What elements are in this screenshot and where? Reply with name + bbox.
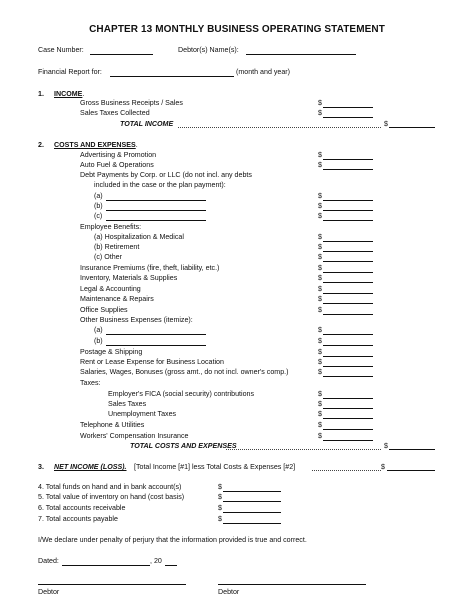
currency-sign: $ (318, 109, 322, 117)
dated-label: Dated: (38, 557, 59, 565)
expense-item: Telephone & Utilities (80, 421, 145, 429)
financial-report-field[interactable] (110, 76, 234, 77)
currency-sign: $ (318, 432, 322, 440)
section-1-number: 1. (38, 90, 44, 98)
amount-field[interactable] (323, 314, 373, 315)
expense-item: Advertising & Promotion (80, 151, 157, 159)
currency-sign: $ (318, 368, 322, 376)
amount-field[interactable] (323, 303, 373, 304)
expense-item: Debt Payments by Corp. or LLC (do not incl. any debts (80, 171, 252, 179)
expense-item: (a) (94, 192, 103, 200)
currency-sign: $ (318, 161, 322, 169)
amount-field[interactable] (323, 356, 373, 357)
amount-field[interactable] (323, 398, 373, 399)
expense-item: Insurance Premiums (fire, theft, liability, etc.) (80, 264, 220, 272)
date-field[interactable] (62, 565, 150, 566)
amount-field[interactable] (323, 210, 373, 211)
year-field[interactable] (165, 565, 177, 566)
other-expense-b-field[interactable] (106, 345, 206, 346)
debtors-name-label: Debtor(s) Name(s): (178, 46, 239, 54)
currency-sign: $ (318, 99, 322, 107)
amount-field[interactable] (223, 523, 281, 524)
currency-sign: $ (318, 306, 322, 314)
net-income-leader (312, 470, 381, 471)
expense-item: Maintenance & Repairs (80, 295, 154, 303)
amount-field[interactable] (323, 107, 373, 108)
section-3-number: 3. (38, 463, 44, 471)
currency-sign: $ (318, 202, 322, 210)
year-prefix: , 20 (150, 557, 162, 565)
expense-item: Sales Taxes (108, 400, 147, 408)
page-title: CHAPTER 13 MONTHLY BUSINESS OPERATING STATEMENT (89, 24, 385, 35)
expense-item: (b) (94, 337, 103, 345)
total-expenses-label: TOTAL COSTS AND EXPENSES (130, 442, 237, 450)
expense-item: Postage & Shipping (80, 348, 143, 356)
currency-sign: $ (384, 442, 388, 450)
currency-sign: $ (318, 192, 322, 200)
other-item: 5. Total value of inventory on hand (cost basis) (38, 493, 185, 501)
currency-sign: $ (318, 212, 322, 220)
debt-payment-b-field[interactable] (106, 210, 206, 211)
other-item: 6. Total accounts receivable (38, 504, 126, 512)
amount-field[interactable] (323, 366, 373, 367)
other-item: 7. Total accounts payable (38, 515, 118, 523)
currency-sign: $ (318, 274, 322, 282)
currency-sign: $ (318, 243, 322, 251)
expense-item: Office Supplies (80, 306, 128, 314)
amount-field[interactable] (323, 117, 373, 118)
net-income-formula: [Total Income [#1] less Total Costs & Expenses [#2] (134, 463, 296, 471)
currency-sign: $ (218, 493, 222, 501)
amount-field[interactable] (323, 159, 373, 160)
expense-item: Rent or Lease Expense for Business Location (80, 358, 224, 366)
debt-payment-c-field[interactable] (106, 220, 206, 221)
amount-field[interactable] (323, 251, 373, 252)
amount-field[interactable] (323, 220, 373, 221)
currency-sign: $ (318, 253, 322, 261)
debtor-signature-line-1[interactable] (38, 584, 186, 585)
currency-sign: $ (318, 421, 322, 429)
amount-field[interactable] (323, 418, 373, 419)
case-number-label: Case Number: (38, 46, 84, 54)
other-item: 4. Total funds on hand and in bank account(s) (38, 483, 182, 491)
section-2-number: 2. (38, 141, 44, 149)
expense-item: (a) Hospitalization & Medical (94, 233, 184, 241)
currency-sign: $ (381, 463, 385, 471)
signature-label-2: Debtor (218, 588, 240, 596)
amount-field[interactable] (323, 272, 373, 273)
expense-item: Other Business Expenses (itemize): (80, 316, 193, 324)
amount-field[interactable] (223, 491, 281, 492)
financial-report-label: Financial Report for: (38, 68, 102, 76)
amount-field[interactable] (323, 261, 373, 262)
total-income-label: TOTAL INCOME (120, 120, 174, 128)
expense-item: included in the case or the plan payment): (94, 181, 226, 189)
declaration-text: I/We declare under penalty of perjury that the information provided is true and correct. (38, 536, 307, 544)
amount-field[interactable] (323, 241, 373, 242)
net-income-heading: NET INCOME (LOSS). (54, 463, 127, 471)
currency-sign: $ (318, 326, 322, 334)
currency-sign: $ (318, 358, 322, 366)
net-income-field[interactable] (387, 470, 435, 471)
amount-field[interactable] (323, 440, 373, 441)
month-year-label: (month and year) (236, 68, 291, 76)
currency-sign: $ (318, 337, 322, 345)
total-income-leader (178, 127, 381, 128)
currency-sign: $ (318, 410, 322, 418)
currency-sign: $ (318, 400, 322, 408)
expenses-heading: COSTS AND EXPENSES. (54, 141, 138, 149)
amount-field[interactable] (323, 429, 373, 430)
currency-sign: $ (218, 483, 222, 491)
expense-item: Legal & Accounting (80, 285, 141, 293)
currency-sign: $ (318, 390, 322, 398)
expense-item: Auto Fuel & Operations (80, 161, 154, 169)
currency-sign: $ (318, 151, 322, 159)
currency-sign: $ (318, 348, 322, 356)
currency-sign: $ (318, 285, 322, 293)
total-expenses-field[interactable] (389, 449, 435, 450)
currency-sign: $ (218, 504, 222, 512)
amount-field[interactable] (323, 200, 373, 201)
expense-item: (b) Retirement (94, 243, 140, 251)
currency-sign: $ (384, 120, 388, 128)
debt-payment-a-field[interactable] (106, 200, 206, 201)
expense-item: Unemployment Taxes (108, 410, 177, 418)
currency-sign: $ (318, 295, 322, 303)
currency-sign: $ (218, 515, 222, 523)
income-heading: INCOME. (54, 90, 85, 98)
amount-field[interactable] (323, 408, 373, 409)
case-number-field[interactable] (90, 54, 153, 55)
expense-item: (c) Other (94, 253, 122, 261)
amount-field[interactable] (323, 345, 373, 346)
expense-item: (c) (94, 212, 103, 220)
expense-item: Workers' Compensation Insurance (80, 432, 189, 440)
currency-sign: $ (318, 233, 322, 241)
signature-label-1: Debtor (38, 588, 60, 596)
debtors-name-field[interactable] (246, 54, 356, 55)
income-item: Sales Taxes Collected (80, 109, 150, 117)
total-income-field[interactable] (389, 127, 435, 128)
amount-field[interactable] (223, 501, 281, 502)
expense-item: Employer's FICA (social security) contributions (108, 390, 255, 398)
expense-item: Taxes: (80, 379, 101, 387)
expense-item: (b) (94, 202, 103, 210)
debtor-signature-line-2[interactable] (218, 584, 366, 585)
amount-field[interactable] (323, 169, 373, 170)
total-expenses-leader (226, 449, 381, 450)
amount-field[interactable] (323, 376, 373, 377)
amount-field[interactable] (223, 512, 281, 513)
expense-item: Salaries, Wages, Bonuses (gross amt., do not incl. owner's comp.) (80, 368, 289, 376)
currency-sign: $ (318, 264, 322, 272)
amount-field[interactable] (323, 334, 373, 335)
amount-field[interactable] (323, 282, 373, 283)
amount-field[interactable] (323, 293, 373, 294)
expense-item: (a) (94, 326, 103, 334)
expense-item: Employee Benefits: (80, 223, 142, 231)
expense-item: Inventory, Materials & Supplies (80, 274, 178, 282)
other-expense-a-field[interactable] (106, 334, 206, 335)
income-item: Gross Business Receipts / Sales (80, 99, 183, 107)
